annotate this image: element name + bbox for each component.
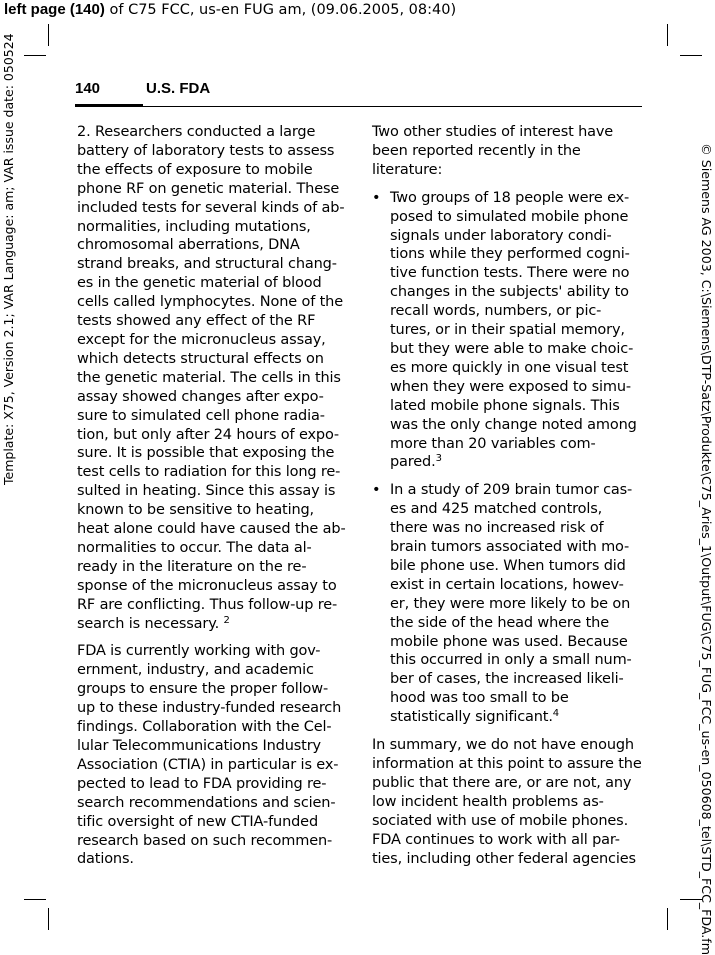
crop-mark: [667, 908, 668, 930]
footnote-ref: 3: [435, 453, 442, 465]
header-rule-accent: [75, 104, 143, 107]
template-info-text: Template: X75, Version 2.1; VAR Language: am; VAR issue date: 050524: [1, 33, 16, 485]
print-header: [4, 1, 704, 19]
print-header-details: of C75 FCC, us-en FUG am, (09.06.2005, 08:40): [104, 2, 457, 18]
right-column: [372, 123, 642, 868]
studies-list: [372, 189, 642, 727]
header-rule: [75, 106, 642, 107]
paragraph-text: 2. Researchers conducted a large battery of laboratory tests to assess the effects of exposure to mobile phone RF on genetic material. These included tests for several kinds of ab- normalities, including mutations, chromosomal aberrations, DNA strand breaks, and structural chang- es in the genetic material of blood cells called lymphocytes. None of the tests showed any effect of the RF except for the micronucleus assay, which detects structural effects on the genetic material. The cells in this assay showed changes after expo- sure to simulated cell phone radia- tion, but only after 24 hours of expo- sure. It is possible that exposing the test cells to radiation for this long re- sulted in heating. Since this assay is known to be sensitive to heating, heat alone could have caused the ab- normalities to occur. The data al- ready in the literature on the re- sponse of the micronucleus assay to RF are conflicting. Thus follow-up re- search is necessary.: [77, 124, 346, 632]
file-path-sidebar: [697, 140, 715, 955]
page-title: U.S. FDA: [146, 80, 211, 97]
paragraph-other-studies: Two other studies of interest have been reported recently in the literature:: [372, 124, 614, 178]
crop-mark: [680, 55, 702, 56]
crop-mark: [24, 899, 46, 900]
left-column: [77, 123, 347, 869]
crop-mark: [48, 24, 49, 46]
paragraph-research-tests: [77, 123, 347, 633]
crop-mark: [667, 24, 668, 46]
list-item: [372, 189, 642, 473]
bullet-icon: •: [372, 189, 381, 206]
list-item: [372, 481, 642, 727]
list-item-text: In a study of 209 brain tumor cas- es and 425 matched controls, there was no increased risk of brain tumors associated with mo- bile phone use. When tumors did exist in certain locations, howev- er, they were more likely to be on the side of the head where the mobile phone was used. Because this occurred in only a small num- ber of cases, the increased likeli- hood was too small to be statistically significant.: [390, 482, 633, 726]
paragraph-summary: In summary, we do not have enough information at this point to assure the public that there are, or are not, any low incident health problems as- sociated with use of mobile phones. FDA continues to work with all par- ties, including other federal agencies: [372, 737, 642, 867]
footnote-ref: 4: [552, 708, 560, 720]
print-header-page-label: left page (140): [4, 1, 105, 18]
footnote-ref: 2: [223, 614, 230, 626]
page-number: 140: [75, 80, 101, 97]
bullet-icon: •: [372, 482, 381, 499]
template-info-sidebar: [0, 30, 17, 485]
crop-mark: [24, 55, 46, 56]
crop-mark: [48, 908, 49, 930]
paragraph-fda-collaboration: FDA is currently working with gov- ernment, industry, and academic groups to ensure the proper follow- up to these industry-funded research findings. Collaboration with the Cel- lular Telecommunications Industry Association (CTIA) in particular is ex- pected to lead to FDA providing re- search recommendations and scien- tific oversight of new CTIA-funded research based on such recommen- dations.: [77, 643, 342, 868]
file-path-text: © Siemens AG 2003, C:\Siemens\DTP-Satz\Produkte\C75_Aries_1\Output\FUG\C75_FUG_FCC_us-en_050608_tel\STD_FCC_FDA.fm: [699, 143, 714, 955]
list-item-text: Two groups of 18 people were ex- posed to simulated mobile phone signals under laboratory condi- tions while they performed cogni- tive function tests. There were no changes in the subjects' ability to recall words, numbers, or pic- tures, or in their spatial memory, but they were able to make choic- es more quickly in one visual test when they were exposed to simu- lated mobile phone signals. This was the only change noted among more than 20 variables com- pared.: [390, 189, 637, 471]
